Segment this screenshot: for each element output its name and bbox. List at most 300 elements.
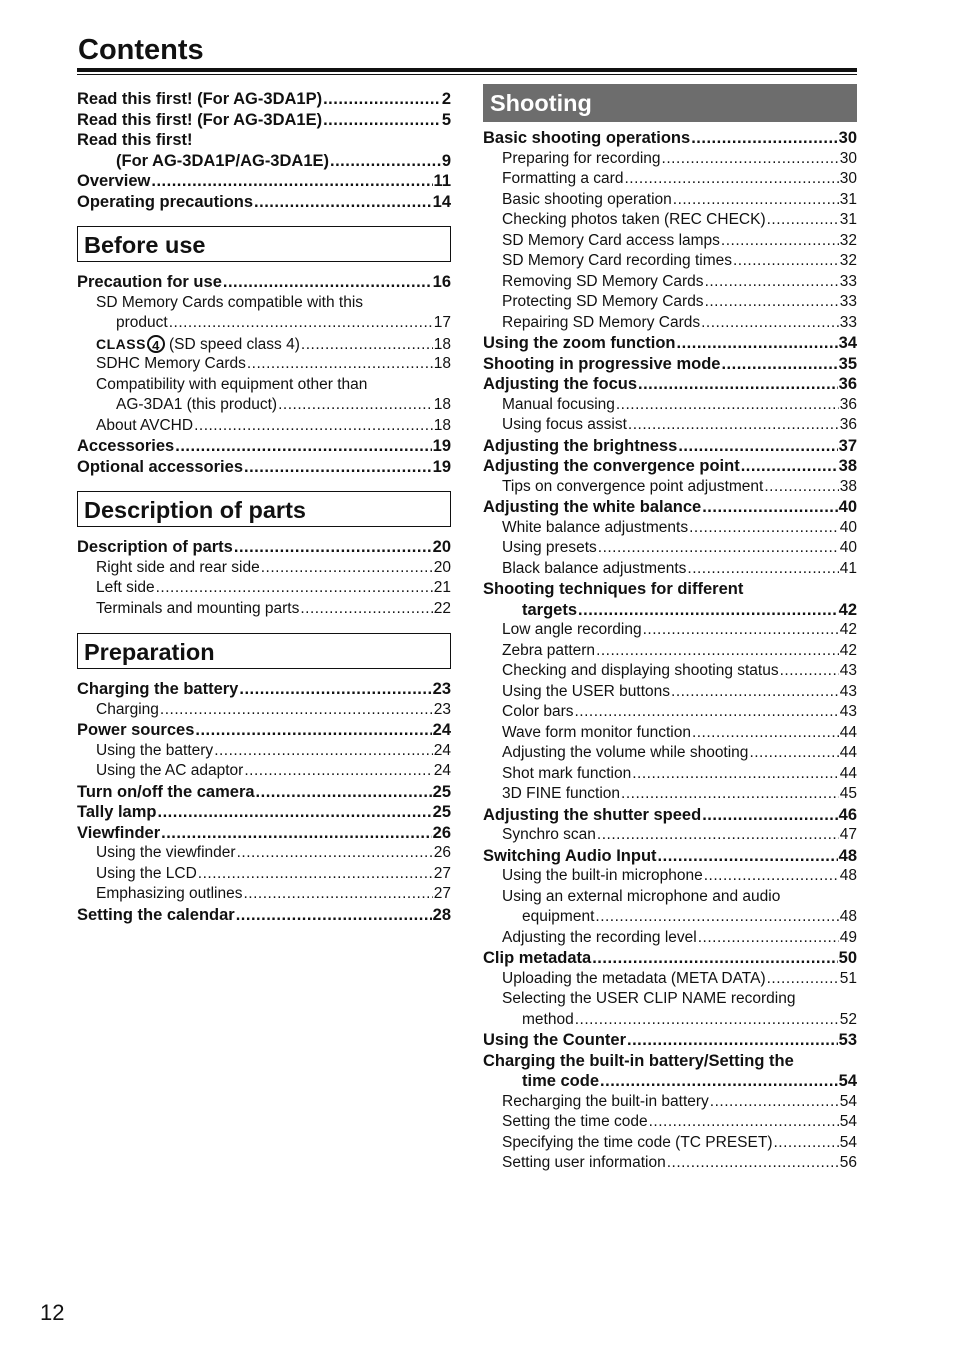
dot-leader: [701, 313, 839, 334]
toc-entry[interactable]: [77, 599, 451, 620]
dot-leader: [643, 620, 839, 641]
toc-entry-title: Checking photos taken (REC CHECK): [502, 211, 766, 228]
toc-entry-title: White balance adjustments: [502, 518, 689, 536]
toc-entry-page: 41: [839, 559, 857, 577]
toc-entry-title: Low angle recording: [502, 621, 642, 638]
toc-entry-title: Checking and displaying shooting status: [502, 662, 779, 679]
toc-entry[interactable]: [483, 149, 857, 170]
toc-entry[interactable]: [483, 497, 857, 518]
dot-leader: [161, 823, 432, 844]
toc-entry-title: Basic shooting operations: [483, 129, 691, 147]
toc-entry[interactable]: [483, 169, 857, 190]
dot-leader: [649, 1112, 839, 1133]
toc-entry-page: 54: [839, 1092, 857, 1110]
section-heading-preparation: Preparation: [77, 633, 451, 669]
page-title: Contents: [78, 34, 204, 66]
dot-leader: [673, 190, 839, 211]
toc-entry-title: (SD speed class 4): [168, 335, 300, 353]
dot-leader: [198, 864, 433, 885]
toc-entry[interactable]: [483, 395, 857, 416]
toc-entry-page: 36: [839, 395, 857, 413]
toc-entry-title: SD Memory Card recording times: [502, 252, 732, 269]
toc-entry-page: 49: [839, 928, 857, 946]
toc-entry[interactable]: [77, 720, 451, 741]
toc-entry-title: Optional accessories: [77, 457, 243, 476]
toc-entry-page: 45: [839, 785, 857, 802]
toc-entry-title: Description of parts: [77, 538, 233, 556]
toc-entry[interactable]: [483, 620, 857, 641]
toc-entry[interactable]: [483, 354, 857, 375]
dot-leader: [578, 600, 838, 621]
toc-entry[interactable]: [77, 354, 451, 375]
toc-entry[interactable]: [483, 128, 857, 149]
toc-entry[interactable]: [483, 1092, 857, 1113]
toc-entry-title: equipment: [522, 908, 595, 925]
toc-entry[interactable]: [77, 700, 451, 721]
dot-leader: [595, 907, 838, 928]
toc-entry-page: 28: [432, 905, 451, 924]
toc-entry-page: 50: [838, 949, 857, 967]
toc-entry-title: Preparing for recording: [502, 149, 661, 167]
toc-entry-page: 53: [838, 1031, 857, 1049]
toc-entry-page: 23: [433, 700, 451, 718]
dot-leader: [323, 89, 441, 110]
toc-entry-page: 23: [432, 680, 451, 698]
toc-entry[interactable]: [77, 89, 451, 110]
toc-entry[interactable]: [77, 130, 451, 151]
dot-leader: [243, 884, 432, 905]
toc-entry-title: targets: [522, 600, 578, 619]
toc-entry-page: 2: [441, 90, 451, 108]
toc-entry[interactable]: [483, 1112, 857, 1133]
toc-entry-title: Repairing SD Memory Cards: [502, 313, 701, 331]
toc-entry-title: Emphasizing outlines: [96, 885, 243, 902]
toc-entry-page: 33: [839, 313, 857, 331]
toc-entry-title: Adjusting the white balance: [483, 498, 702, 516]
toc-entry-title: Adjusting the brightness: [483, 436, 678, 455]
dot-leader: [721, 354, 837, 375]
toc-entry-page: 30: [839, 149, 857, 167]
toc-entry-page: 47: [839, 826, 857, 843]
dot-leader: [741, 456, 838, 477]
toc-entry-title: About AVCHD: [96, 416, 194, 434]
toc-entry-title: Synchro scan: [502, 826, 596, 843]
toc-entry-page: 18: [433, 335, 451, 353]
dot-leader: [600, 1071, 838, 1092]
toc-entry-page: 30: [839, 170, 857, 187]
toc-entry-title: SD Memory Card access lamps: [502, 231, 720, 249]
dot-leader: [175, 436, 431, 457]
toc-entry[interactable]: [483, 887, 857, 908]
toc-entry-title: Overview: [77, 172, 151, 190]
toc-entry-title: Using the built-in microphone: [502, 867, 703, 884]
toc-entry-page: 38: [839, 477, 857, 495]
dot-leader: [244, 457, 432, 478]
toc-entry-title: Operating precautions: [77, 192, 254, 211]
toc-entry-title: Turn on/off the camera: [77, 782, 255, 801]
dot-leader: [662, 149, 839, 170]
toc-intro-list: [77, 89, 451, 212]
toc-entry[interactable]: [77, 457, 451, 478]
toc-entry-title: Color bars: [502, 703, 574, 720]
toc-entry-page: 43: [839, 662, 857, 679]
toc-entry-title: Tips on convergence point adjustment: [502, 477, 764, 495]
dot-leader: [234, 537, 432, 558]
toc-entry-title: method: [522, 1010, 574, 1028]
toc-entry-page: 25: [432, 782, 451, 801]
toc-entry-title: SDHC Memory Cards: [96, 355, 246, 372]
toc-entry[interactable]: [483, 743, 857, 764]
toc-entry[interactable]: [77, 823, 451, 844]
toc-entry-title: Setting user information: [502, 1154, 666, 1171]
dot-leader: [624, 169, 838, 190]
dot-leader: [692, 723, 839, 744]
dot-leader: [330, 151, 441, 172]
dot-leader: [160, 700, 433, 721]
toc-entry-title: Accessories: [77, 437, 175, 455]
dot-leader: [749, 743, 838, 764]
toc-entry-page: 51: [839, 969, 857, 987]
toc-entry-page: 17: [433, 314, 451, 331]
toc-entry[interactable]: [77, 761, 451, 782]
toc-entry[interactable]: [483, 374, 857, 395]
toc-entry[interactable]: [483, 661, 857, 682]
toc-entry-page: 5: [441, 110, 451, 129]
dot-leader: [247, 354, 433, 375]
toc-entry[interactable]: [483, 600, 857, 621]
toc-entry-page: 42: [839, 621, 857, 638]
toc-entry[interactable]: [77, 110, 451, 131]
toc-entry-page: 24: [432, 721, 451, 739]
toc-entry-title: Manual focusing: [502, 395, 615, 413]
dot-leader: [236, 905, 432, 926]
toc-entry-page: 33: [839, 293, 857, 310]
dot-leader: [774, 1133, 839, 1154]
toc-entry-title: Adjusting the focus: [483, 375, 637, 393]
toc-entry-title: Charging the built-in battery/Setting the: [483, 1051, 794, 1070]
toc-entry[interactable]: [483, 559, 857, 580]
toc-entry[interactable]: [483, 579, 857, 600]
toc-entry-page: 33: [839, 272, 857, 290]
toc-entry-title: Adjusting the convergence point: [483, 457, 740, 475]
title-rule: [77, 68, 857, 72]
toc-entry[interactable]: [483, 231, 857, 252]
dot-leader: [627, 1030, 838, 1051]
toc-entry[interactable]: [77, 884, 451, 905]
toc-entry-title: time code: [522, 1072, 600, 1090]
toc-entry[interactable]: [483, 682, 857, 703]
dot-leader: [244, 761, 432, 782]
dot-leader: [733, 251, 839, 272]
toc-entry-title: Using the Counter: [483, 1031, 626, 1049]
toc-entry[interactable]: [483, 989, 857, 1010]
toc-entry-title: Adjusting the shutter speed: [483, 805, 702, 824]
toc-entry-page: 42: [838, 600, 857, 619]
toc-entry-title: Wave form monitor function: [502, 723, 691, 741]
dot-leader: [616, 395, 839, 416]
toc-entry[interactable]: [483, 907, 857, 928]
dot-leader: [301, 335, 433, 355]
toc-entry-page: 40: [839, 518, 857, 536]
toc-entry-page: 14: [432, 192, 451, 211]
toc-entry[interactable]: [483, 272, 857, 293]
toc-entry-title: Left side: [96, 579, 155, 596]
toc-entry-page: 42: [839, 641, 857, 659]
toc-entry[interactable]: [483, 1071, 857, 1092]
toc-entry-title: Read this first! (For AG-3DA1P): [77, 90, 323, 108]
toc-entry[interactable]: [77, 272, 451, 293]
toc-entry-title: Using focus assist: [502, 416, 627, 433]
dot-leader: [261, 558, 433, 579]
toc-entry-title: Using the battery: [96, 741, 214, 759]
dot-leader: [194, 416, 433, 437]
dot-leader: [628, 415, 839, 436]
toc-entry-title: Formatting a card: [502, 170, 624, 187]
dot-leader: [254, 192, 432, 213]
dot-leader: [169, 313, 433, 334]
dot-leader: [157, 802, 431, 823]
toc-entry-title: Power sources: [77, 721, 195, 739]
toc-entry-page: 36: [839, 416, 857, 433]
toc-entry-page: 32: [839, 252, 857, 269]
toc-entry-page: 27: [433, 864, 451, 882]
toc-entry-page: 44: [839, 723, 857, 741]
toc-entry[interactable]: [77, 334, 451, 355]
toc-entry[interactable]: [483, 477, 857, 498]
toc-entry-page: 26: [433, 844, 451, 861]
dot-leader: [638, 374, 838, 395]
toc-entry-title: Adjusting the recording level: [502, 928, 697, 946]
toc-entry-title: Compatibility with equipment other than: [96, 375, 368, 393]
toc-entry-title: Setting the time code: [502, 1113, 648, 1130]
toc-entry[interactable]: [483, 805, 857, 826]
toc-entry-title: Basic shooting operation: [502, 190, 672, 208]
toc-entry[interactable]: [77, 864, 451, 885]
toc-entry-title: Switching Audio Input: [483, 846, 657, 865]
toc-preparation-list: [77, 679, 451, 925]
toc-entry-page: 32: [839, 231, 857, 249]
toc-entry-title: 3D FINE function: [502, 785, 621, 802]
section-heading-before-use: Before use: [77, 226, 451, 262]
dot-leader: [278, 395, 433, 416]
sd-class-4-logo-icon: CLASS 4: [96, 334, 165, 355]
toc-entry[interactable]: [77, 151, 451, 172]
toc-entry-title: Removing SD Memory Cards: [502, 272, 704, 290]
toc-entry[interactable]: [483, 313, 857, 334]
dot-leader: [767, 210, 839, 231]
toc-entry-title: Clip metadata: [483, 949, 592, 967]
toc-entry-page: 48: [839, 867, 857, 884]
section-heading-description-of-parts: Description of parts: [77, 491, 451, 527]
toc-entry[interactable]: [77, 395, 451, 416]
dot-leader: [671, 682, 839, 703]
dot-leader: [597, 825, 839, 846]
dot-leader: [780, 661, 839, 682]
toc-entry-page: 35: [838, 354, 857, 373]
toc-entry[interactable]: [483, 846, 857, 867]
toc-entry-page: 25: [432, 803, 451, 821]
dot-leader: [678, 436, 837, 457]
toc-entry-title: Right side and rear side: [96, 558, 260, 576]
toc-entry-page: 18: [433, 396, 451, 413]
toc-entry-title: Read this first! (For AG-3DA1E): [77, 110, 323, 129]
title-rule-thin: [77, 74, 857, 75]
dot-leader: [300, 599, 432, 620]
toc-entry[interactable]: [77, 416, 451, 437]
dot-leader: [710, 1092, 839, 1113]
toc-entry[interactable]: [483, 538, 857, 559]
toc-entry-title: Setting the calendar: [77, 905, 235, 924]
dot-leader: [687, 559, 838, 580]
toc-description-list: [77, 537, 451, 619]
toc-shooting-list: [483, 128, 857, 1174]
toc-entry[interactable]: [483, 415, 857, 436]
toc-entry-page: 22: [433, 599, 451, 617]
toc-entry[interactable]: [483, 1030, 857, 1051]
toc-entry-page: 52: [839, 1010, 857, 1028]
toc-entry-page: 26: [432, 823, 451, 842]
section-heading-shooting: Shooting: [483, 84, 857, 122]
toc-entry[interactable]: [483, 456, 857, 477]
toc-entry-title: Zebra pattern: [502, 641, 596, 659]
dot-leader: [575, 1010, 839, 1031]
toc-entry[interactable]: [483, 1010, 857, 1031]
toc-entry-page: 31: [839, 211, 857, 228]
dot-leader: [214, 741, 433, 762]
toc-entry-page: 31: [839, 190, 857, 208]
toc-entry-page: 24: [433, 741, 451, 759]
toc-entry[interactable]: [483, 784, 857, 805]
dot-leader: [156, 578, 433, 599]
dot-leader: [764, 477, 838, 498]
toc-entry[interactable]: [77, 782, 451, 803]
toc-entry[interactable]: [483, 210, 857, 231]
toc-entry[interactable]: [77, 192, 451, 213]
toc-entry[interactable]: [483, 1051, 857, 1072]
toc-entry-title: Using the viewfinder: [96, 844, 236, 861]
toc-entry[interactable]: [77, 375, 451, 396]
toc-entry[interactable]: [483, 866, 857, 887]
toc-entry[interactable]: [483, 764, 857, 785]
dot-leader: [705, 272, 839, 293]
dot-leader: [691, 128, 837, 149]
toc-entry[interactable]: [483, 292, 857, 313]
toc-entry-page: 43: [839, 703, 857, 720]
toc-entry-title: Protecting SD Memory Cards: [502, 293, 704, 310]
toc-entry-title: Charging the battery: [77, 680, 239, 698]
toc-entry-page: 34: [838, 334, 857, 352]
dot-leader: [598, 538, 839, 559]
toc-entry[interactable]: [483, 702, 857, 723]
dot-leader: [705, 292, 839, 313]
toc-entry-title: (For AG-3DA1P/AG-3DA1E): [116, 151, 329, 170]
toc-entry[interactable]: [77, 537, 451, 558]
toc-entry[interactable]: [77, 741, 451, 762]
toc-entry-title: Charging: [96, 700, 159, 718]
toc-entry[interactable]: [483, 723, 857, 744]
dot-leader: [689, 518, 839, 539]
dot-leader: [621, 784, 839, 805]
toc-entry-title: Specifying the time code (TC PRESET): [502, 1133, 773, 1151]
dot-leader: [702, 497, 837, 518]
dot-leader: [575, 702, 839, 723]
toc-entry[interactable]: [77, 436, 451, 457]
toc-entry-title: AG-3DA1 (this product): [116, 396, 278, 413]
toc-entry[interactable]: [77, 843, 451, 864]
dot-leader: [632, 764, 839, 785]
toc-entry[interactable]: [77, 558, 451, 579]
toc-entry-page: 38: [838, 457, 857, 475]
toc-entry[interactable]: [483, 251, 857, 272]
toc-entry-title: Uploading the metadata (META DATA): [502, 969, 766, 987]
toc-entry-page: 19: [432, 457, 451, 476]
dot-leader: [667, 1153, 839, 1174]
page-number: 12: [40, 1300, 65, 1325]
toc-entry-page: 54: [839, 1133, 857, 1151]
toc-entry-title: Using the zoom function: [483, 334, 676, 352]
toc-entry[interactable]: [77, 802, 451, 823]
dot-leader: [223, 272, 432, 293]
toc-entry[interactable]: [483, 825, 857, 846]
toc-entry-title: SD Memory Cards compatible with this: [96, 293, 364, 311]
toc-entry-page: 54: [838, 1072, 857, 1090]
toc-entry-page: 30: [838, 129, 857, 147]
toc-entry[interactable]: [77, 578, 451, 599]
toc-entry[interactable]: [483, 641, 857, 662]
toc-entry-title: Using presets: [502, 539, 597, 556]
dot-leader: [151, 171, 432, 192]
toc-entry-page: 48: [839, 908, 857, 925]
toc-entry-title: Terminals and mounting parts: [96, 599, 300, 617]
toc-entry-title: Selecting the USER CLIP NAME recording: [502, 990, 796, 1007]
toc-entry-title: Using the USER buttons: [502, 682, 671, 700]
toc-entry[interactable]: [77, 905, 451, 926]
toc-entry-page: 20: [432, 538, 451, 556]
toc-entry[interactable]: [483, 518, 857, 539]
dot-leader: [767, 969, 839, 990]
toc-entry[interactable]: [483, 969, 857, 990]
toc-entry-title: Shooting in progressive mode: [483, 354, 721, 373]
toc-entry-page: 40: [839, 539, 857, 556]
toc-entry[interactable]: [483, 1133, 857, 1154]
toc-entry-page: 9: [441, 151, 451, 170]
toc-entry[interactable]: [77, 171, 451, 192]
toc-right-column: [483, 84, 857, 1174]
toc-entry[interactable]: [483, 1153, 857, 1174]
toc-entry-page: 37: [838, 436, 857, 455]
toc-entry[interactable]: [77, 293, 451, 314]
toc-entry-title: Using an external microphone and audio: [502, 887, 781, 905]
dot-leader: [702, 805, 837, 826]
dot-leader: [596, 641, 839, 662]
toc-entry-page: 21: [433, 579, 451, 596]
toc-entry[interactable]: [77, 679, 451, 700]
toc-entry[interactable]: [483, 948, 857, 969]
toc-entry-page: 20: [433, 558, 451, 576]
toc-entry[interactable]: [77, 313, 451, 334]
toc-entry-page: 56: [839, 1154, 857, 1171]
toc-entry-page: 16: [432, 273, 451, 291]
dot-leader: [237, 843, 433, 864]
toc-entry[interactable]: [483, 333, 857, 354]
toc-entry-title: Shooting techniques for different: [483, 580, 744, 598]
toc-entry[interactable]: [483, 190, 857, 211]
toc-entry-page: 19: [432, 437, 451, 455]
toc-before-use-list: [77, 272, 451, 477]
dot-leader: [592, 948, 837, 969]
toc-entry[interactable]: [483, 436, 857, 457]
toc-entry[interactable]: [483, 928, 857, 949]
